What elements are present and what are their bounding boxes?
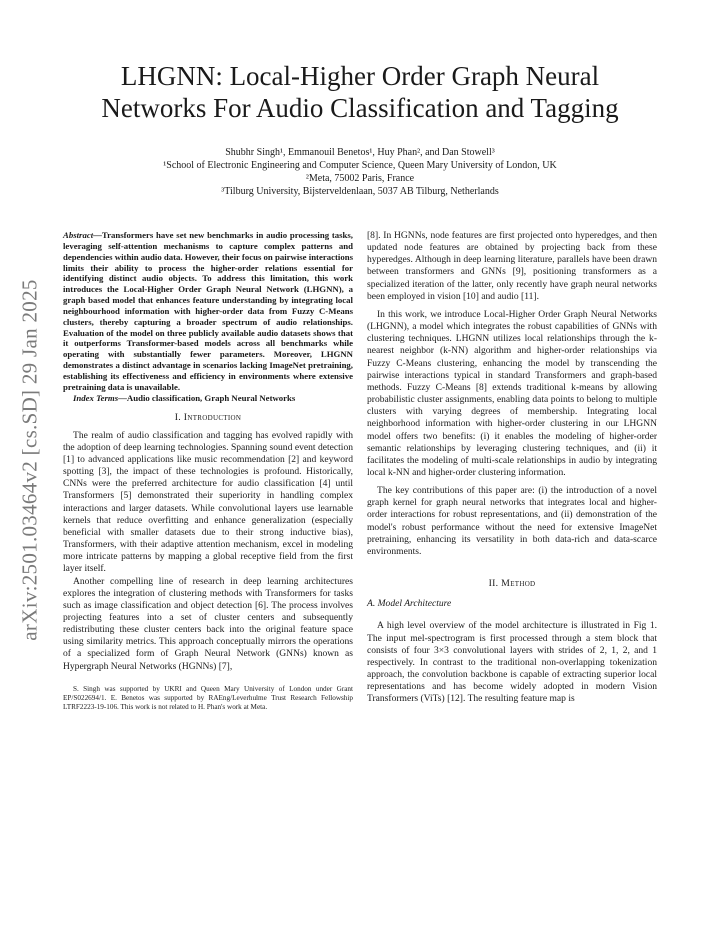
right-column [367, 230, 657, 705]
right-paragraph-3: The key contributions of this paper are: (i) the introduction of a novel graph kernel for graph neural networks that integrates local and higher-order interactions for robust representations, and (ii) demonstration of the model's robust performance without the need for extensive ImageNet pretraining, enhancing its versatility in both data-rich and data-scarce environments. [367, 485, 657, 557]
right-paragraph-1: [8]. In HGNNs, node features are first projected onto hyperedges, and then updated node features are obtained by projecting back from these hyperedges. Although in deep learning literature, parallels have been drawn between transformers and GNNs [9], positioning transformers as a specialized iteration of the latter, only recently have graph neural networks been employed in vision [10] and audio [11]. [367, 230, 657, 302]
intro-paragraph-2: Another compelling line of research in deep learning architectures explores the integration of clustering methods with Transformers for tasks such as image classification and object detection [6]. The process involves projecting features into a set of cluster centers and subsequently redistributing these cluster centers back into the original feature space using similarity metrics. This approach conceptually mirrors the operations of a specialized form of Graph Neural Network (GNNs) known as Hypergraph Neural Networks (HGNNs) [7], [63, 575, 353, 672]
title-line-2: Networks For Audio Classification and Tagging [101, 93, 619, 123]
index-terms-label: Index Terms [73, 392, 119, 403]
index-terms-text: —Audio classification, Graph Neural Networks [118, 392, 296, 403]
title-line-1: LHGNN: Local-Higher Order Graph Neural [120, 61, 600, 91]
abstract-text: —Transformers have set new benchmarks in audio processing tasks, leveraging self-attention mechanisms to capture complex patterns and dependencies within audio data. However, their focus on pairwise interactions limits their ability to process the higher-order relations essential for identifying distinct audio objects. To address this limitation, this work introduces the Local-Higher Order Graph Neural Network (LHGNN), a graph based model that enhances feature understanding by integrating local neighbourhood information with higher-order data from Fuzzy C-Means clusters, thereby capturing a broader spectrum of audio relationships. Evaluation of the model on three publicly available audio datasets shows that it outperforms Transformer-based models across all benchmarks while operating with substantially fewer parameters. Moreover, LHGNN demonstrates a distinct advantage in scenarios lacking ImageNet pretraining, establishing its effectiveness and efficiency in environments where extensive pretraining data is unavailable. [63, 230, 353, 392]
arxiv-identifier: arXiv:2501.03464v2 [cs.SD] 29 Jan 2025 [17, 279, 42, 641]
left-column [63, 230, 353, 712]
intro-paragraph-1: The realm of audio classification and tagging has evolved rapidly with the adoption of deep learning technologies. Spanning sound event detection [1] to advanced applications like music recommendation [2] and keyword spotting [3], the impact of these technologies is profound. Historically, CNNs were the preferred architecture for audio classification [4] until Transformers [5] demonstrated their superiority in handling complex interactions and larger datasets. While convolutional layers use learnable kernels that reduce overfitting and enhance generalization (especially beneficial with smaller datasets due to their strong inductive bias), Transformers, with their adaptive attention mechanism, excel in modeling more intricate patterns by mapping a global receptive field from the first layer itself. [63, 429, 353, 575]
author-names: Shubhr Singh¹, Emmanouil Benetos¹, Huy Phan², and Dan Stowell³ [225, 147, 495, 158]
abstract [63, 230, 353, 393]
author-block [60, 146, 660, 198]
footnote: S. Singh was supported by UKRI and Queen Mary University of London under Grant EP/S022694/1. E. Benetos was supported by RAEng/Leverhulme Trust Research Fellowship LTRF2223-19-106. This work is not related to H. Phan's work at Meta. [63, 684, 353, 711]
paper-title [60, 60, 660, 124]
section-heading-introduction: I. Introduction [174, 411, 242, 423]
subsection-heading-model-architecture: A. Model Architecture [367, 598, 452, 610]
affiliation-1: ¹School of Electronic Engineering and Computer Science, Queen Mary University of London, UK [163, 160, 557, 171]
abstract-label: Abstract [63, 230, 94, 240]
right-paragraph-2: In this work, we introduce Local-Higher Order Graph Neural Networks (LHGNN), a model which integrates the robust capabilities of GNNs with clustering techniques. LHGNN utilizes local relationships through the k-nearest neighbor (k-NN) algorithm and higher-order relationships via Fuzzy C-Means clustering, enhancing the model by transcending the pairwise interactions typical in standard Transformers and graph-based methods. Fuzzy C-Means [8] extends traditional k-means by allowing probabilistic cluster assignments, enabling data points to belong to multiple clusters with varying degrees of membership. Integrating local neighborhood information with higher-order clustering in our LHGNN model offers two benefits: (i) it enables the modeling of higher-order semantic relationships by leveraging clustering techniques, and (ii) it facilitates the modeling of multi-scale relationships in audio by integrating local k-NN and higher-order clustering information. [367, 308, 657, 478]
section-heading-method: II. Method [488, 578, 536, 590]
method-paragraph-1: A high level overview of the model architecture is illustrated in Fig 1. The input mel-spectrogram is first processed through a stem block that consists of four 3×3 convolutional layers with strides of 2, 1, 2, and 1 respectively. In contrast to the traditional non-overlapping tokenization approach, the convolution backbone is capable of extracting superior local representations and has become widely adopted in modern Vision Transformers (ViTs) [12]. The resulting feature map is [367, 620, 657, 705]
index-terms [63, 393, 353, 404]
affiliation-3: ³Tilburg University, Bijsterveldenlaan, 5037 AB Tilburg, Netherlands [221, 186, 499, 197]
affiliation-2: ²Meta, 75002 Paris, France [305, 173, 415, 184]
arxiv-sidebar [10, 250, 50, 670]
